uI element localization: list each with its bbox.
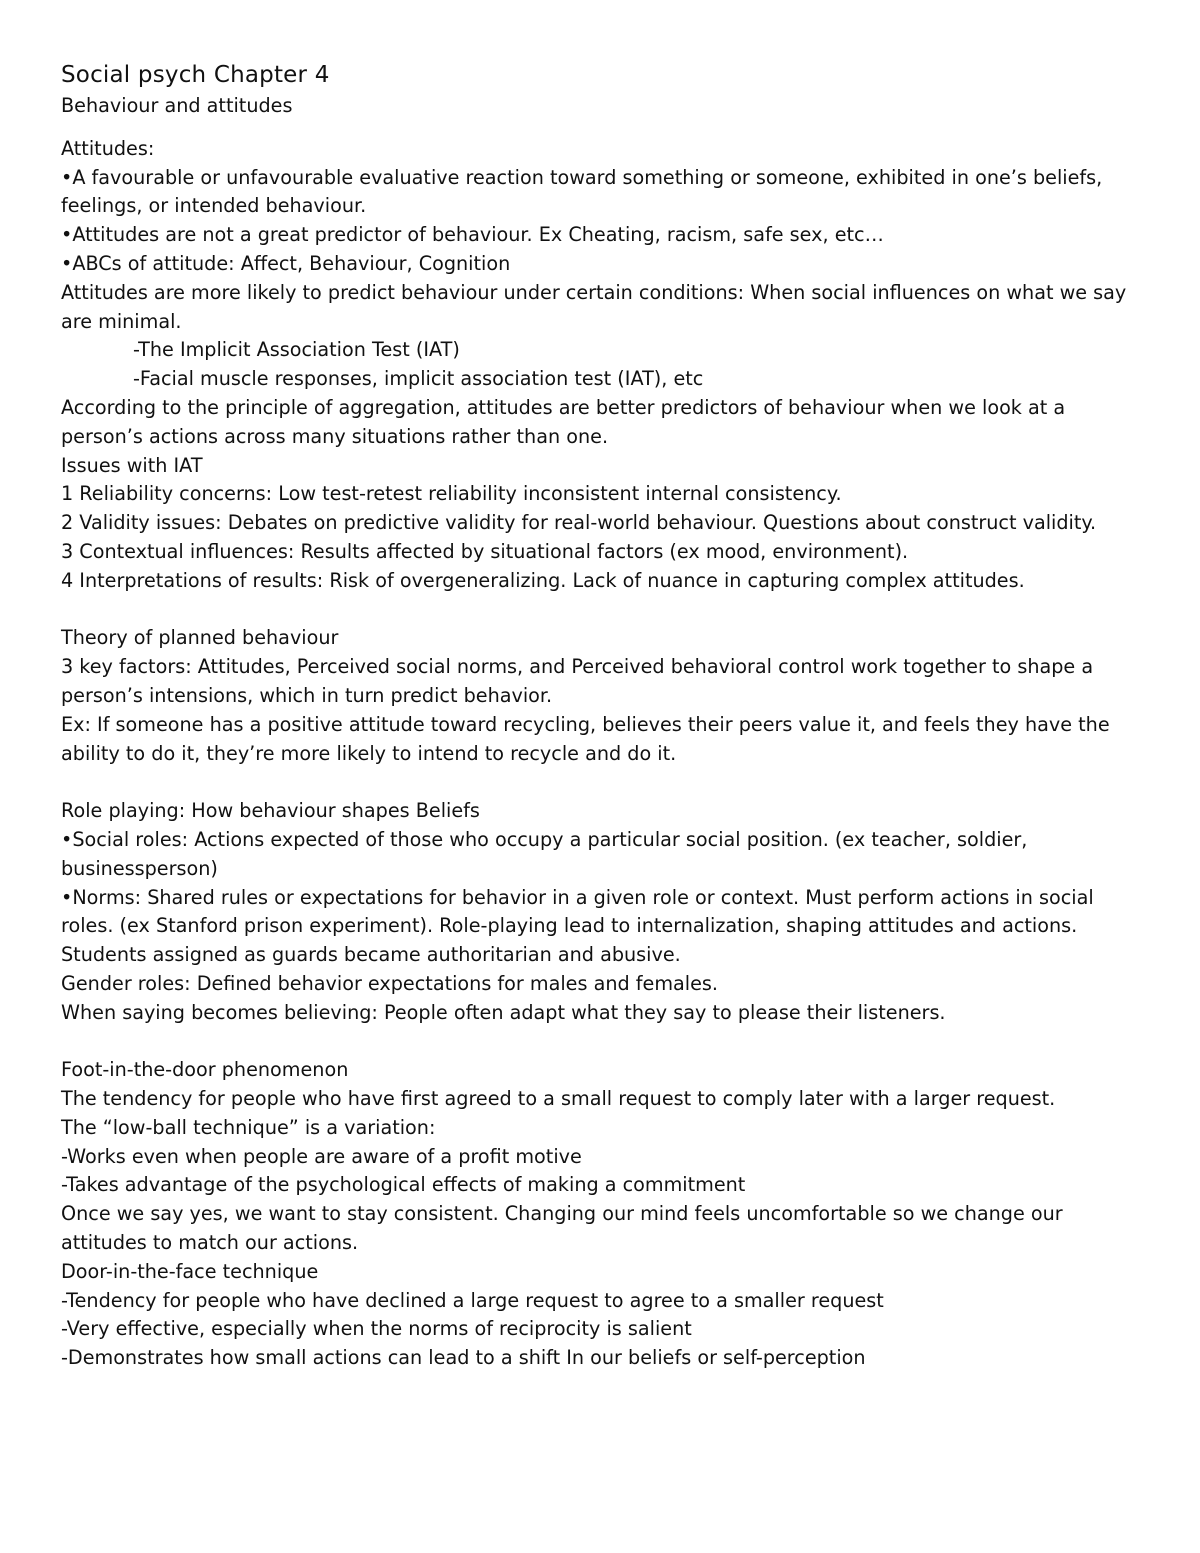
roles-social: •Social roles: Actions expected of those who occupy a particular social position. (ex teacher, soldier, businessperson) (61, 827, 1028, 880)
lowball-item-1: -Works even when people are aware of a profit motive (61, 1144, 582, 1168)
attitudes-conditions: Attitudes are more likely to predict behaviour under certain conditions: When social influences on what we say are minimal. (61, 280, 1127, 333)
door-item-2: -Very effective, especially when the norms of reciprocity is salient (61, 1317, 692, 1341)
door-heading: Door-in-the-face technique (61, 1259, 319, 1283)
door-item-1: -Tendency for people who have declined a large request to agree to a smaller request (61, 1288, 884, 1312)
door-item-3: -Demonstrates how small actions can lead to a shift In our beliefs or self-perception (61, 1346, 866, 1370)
attitudes-sub-facial: -Facial muscle responses, implicit association test (IAT), etc (133, 367, 704, 391)
spacer (61, 768, 1146, 797)
roles-saying: When saying becomes believing: People often adapt what they say to please their listeners. (61, 1000, 946, 1024)
foot-heading: Foot-in-the-door phenomenon (61, 1058, 349, 1082)
attitudes-bullet-definition: •A favourable or unfavourable evaluative reaction toward something or someone, exhibited in one’s beliefs, feelings, or intended behaviour. (61, 165, 1103, 218)
planned-example: Ex: If someone has a positive attitude toward recycling, believes their peers value it, and feels they have the ability to do it, they’re more likely to intend to recycle and do it. (61, 712, 1110, 765)
attitudes-heading: Attitudes: (61, 136, 155, 160)
iat-issues-heading: Issues with IAT (61, 453, 203, 477)
lowball-item-2: -Takes advantage of the psychological effects of making a commitment (61, 1173, 746, 1197)
lowball-heading: The “low-ball technique” is a variation: (61, 1115, 436, 1139)
page-subtitle: Behaviour and attitudes (61, 94, 293, 117)
iat-issue-reliability: 1 Reliability concerns: Low test-retest reliability inconsistent internal consistency. (61, 482, 842, 506)
iat-issue-validity: 2 Validity issues: Debates on predictive validity for real-world behaviour. Questions about construct validity. (61, 511, 1097, 535)
spacer (61, 596, 1146, 625)
iat-issue-context: 3 Contextual influences: Results affected by situational factors (ex mood, environment). (61, 539, 909, 563)
spacer (61, 1028, 1146, 1057)
attitudes-bullet-predictor: •Attitudes are not a great predictor of behaviour. Ex Cheating, racism, safe sex, etc… (61, 223, 884, 247)
roles-gender: Gender roles: Defined behavior expectations for males and females. (61, 971, 719, 995)
roles-heading: Role playing: How behaviour shapes Beliefs (61, 799, 480, 823)
page-title: Social psych Chapter 4 (61, 62, 330, 88)
attitudes-aggregation: According to the principle of aggregation, attitudes are better predictors of behaviour when we look at a person’s actions across many situations rather than one. (61, 395, 1066, 448)
attitudes-sub-iat: -The Implicit Association Test (IAT) (133, 338, 460, 362)
foot-definition: The tendency for people who have first agreed to a small request to comply later with a larger request. (61, 1087, 1056, 1111)
planned-heading: Theory of planned behaviour (61, 626, 339, 650)
iat-issue-interpretation: 4 Interpretations of results: Risk of overgeneralizing. Lack of nuance in capturing complex attitudes. (61, 568, 1025, 592)
attitudes-bullet-abcs: •ABCs of attitude: Affect, Behaviour, Cognition (61, 251, 511, 275)
roles-norms: •Norms: Shared rules or expectations for behavior in a given role or context. Must perform actions in social roles. (ex Stanford prison experiment). Role-playing lead to internalization, shaping attitudes and actions. Students assigned as guards became authoritarian and abusive. (61, 885, 1094, 967)
planned-factors: 3 key factors: Attitudes, Perceived social norms, and Perceived behavioral control work together to shape a person’s intensions, which in turn predict behavior. (61, 655, 1094, 707)
document-page (61, 58, 1146, 1373)
foot-consistency: Once we say yes, we want to stay consistent. Changing our mind feels uncomfortable so we change our attitudes to match our actions. (61, 1202, 1063, 1255)
